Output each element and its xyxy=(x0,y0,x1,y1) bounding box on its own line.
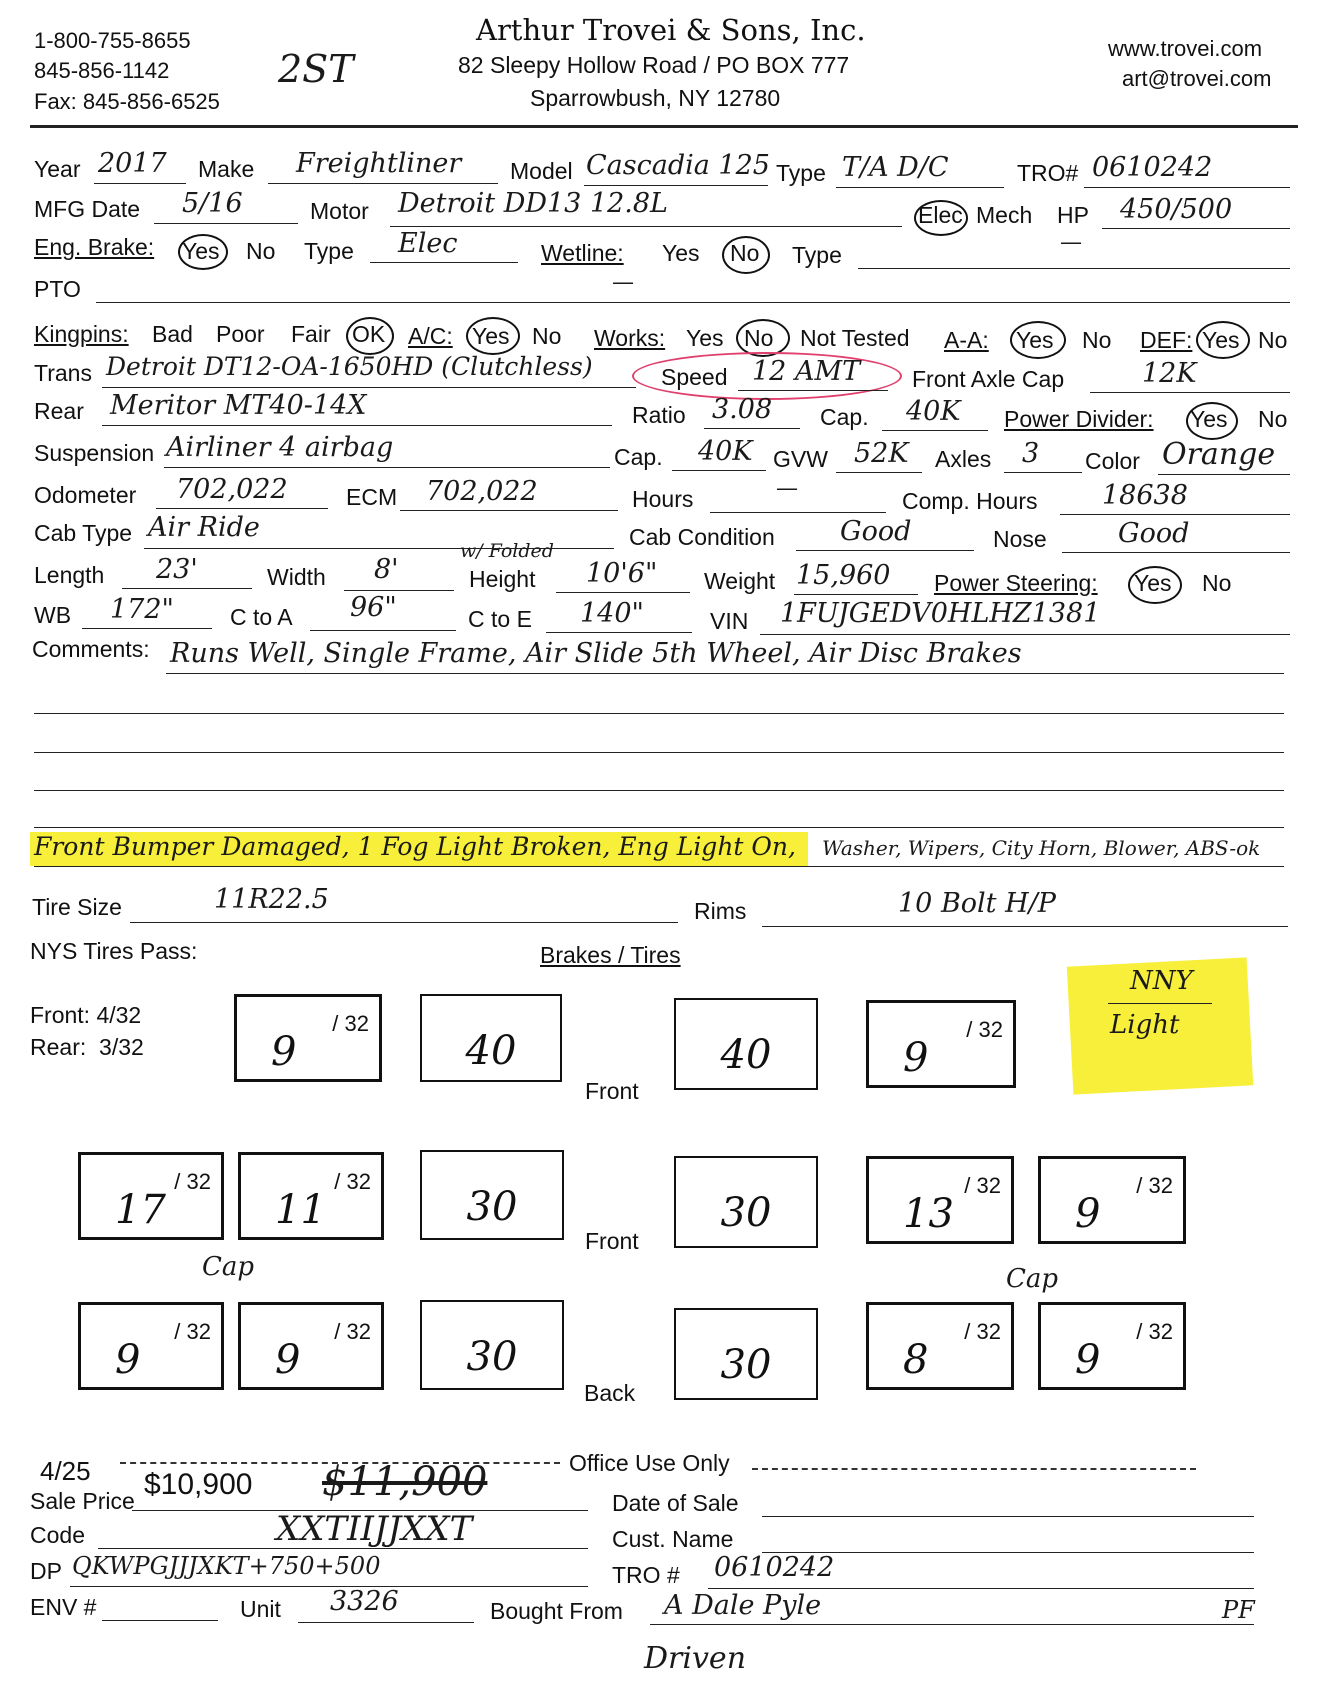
ratio-value[interactable]: 3.08 xyxy=(712,394,773,425)
vin-value[interactable]: 1FUJGEDV0HLHZ1381 xyxy=(780,598,1101,629)
comments-rule-3 xyxy=(34,752,1284,753)
mfg-date-label: MFG Date xyxy=(34,196,141,222)
works-label: Works: xyxy=(594,325,666,351)
ac-label: A/C: xyxy=(408,323,453,349)
aa-label: A-A: xyxy=(944,327,989,353)
tire-box-row3-outer-right[interactable]: / 32 9 xyxy=(1038,1302,1186,1390)
bought-from-line xyxy=(650,1624,1254,1625)
front-axle-cap-value[interactable]: 12K xyxy=(1142,358,1197,389)
office-use-heading: Office Use Only xyxy=(569,1450,730,1476)
eng-brake-type-value[interactable]: Elec xyxy=(398,228,458,259)
tire-size-line xyxy=(130,922,678,923)
ecm-line xyxy=(400,510,618,511)
tro2-value[interactable]: 0610242 xyxy=(714,1552,835,1583)
hours-line xyxy=(710,512,886,513)
nys-tires-label: NYS Tires Pass: xyxy=(30,938,198,964)
ecm-label: ECM xyxy=(346,484,398,510)
gvw-line xyxy=(836,472,922,473)
bought-from-initials: PF xyxy=(1222,1596,1255,1624)
c-to-e-label: C to E xyxy=(468,606,532,632)
def-label: DEF: xyxy=(1140,327,1193,353)
power-divider-no[interactable]: No xyxy=(1258,406,1288,432)
tire-box-row3-inner-right[interactable]: / 32 8 xyxy=(866,1302,1014,1390)
tire-box-row2-outer-right[interactable]: / 32 9 xyxy=(1038,1156,1186,1244)
comments-rule-2 xyxy=(34,713,1284,714)
row1-position-label: Front xyxy=(585,1078,639,1104)
rims-value[interactable]: 10 Bolt H/P xyxy=(898,888,1056,919)
eng-brake-label: Eng. Brake: xyxy=(34,234,155,260)
unit-value[interactable]: 3326 xyxy=(330,1586,399,1617)
hours-value[interactable]: — xyxy=(776,476,798,501)
tro-line xyxy=(1084,187,1290,188)
rear-line xyxy=(102,425,612,426)
damage-note[interactable]: Front Bumper Damaged, 1 Fog Light Broken, Eng Light On, xyxy=(34,832,796,861)
env-label: ENV # xyxy=(30,1594,97,1620)
hp-line xyxy=(1102,228,1290,229)
wetline-yes[interactable]: Yes xyxy=(662,240,700,266)
kingpins-poor[interactable]: Poor xyxy=(216,321,265,347)
suspension-value[interactable]: Airliner 4 airbag xyxy=(166,432,394,463)
height-note: w/ Folded xyxy=(460,540,554,562)
wb-label: WB xyxy=(34,602,72,628)
brake-box-row2-left[interactable]: 30 xyxy=(420,1150,564,1240)
comments-rule-4 xyxy=(34,790,1284,791)
color-value[interactable]: Orange xyxy=(1162,437,1276,472)
code-label: Code xyxy=(30,1522,85,1548)
code-value[interactable]: XXTIIJJXXT xyxy=(276,1509,473,1549)
sticky-note-rule xyxy=(1108,1003,1212,1004)
tro2-label: TRO # xyxy=(612,1562,680,1588)
comments-rule-5 xyxy=(34,827,1284,828)
speed-label: Speed xyxy=(661,364,728,390)
susp-cap-label: Cap. xyxy=(614,444,663,470)
pto-label: PTO xyxy=(34,276,81,302)
tire-box-row3-outer-left[interactable]: / 32 9 xyxy=(78,1302,224,1390)
cab-condition-line xyxy=(796,550,974,551)
trans-label: Trans xyxy=(34,360,92,386)
year-value[interactable]: 2017 xyxy=(98,148,167,179)
ratio-label: Ratio xyxy=(632,402,686,428)
cap-note-left: Cap xyxy=(202,1252,255,1282)
trans-value[interactable]: Detroit DT12-OA-1650HD (Clutchless) xyxy=(106,352,593,381)
length-line xyxy=(122,588,252,589)
comp-hours-value[interactable]: 18638 xyxy=(1102,480,1188,511)
power-divider-yes[interactable]: Yes xyxy=(1190,406,1228,432)
model-value[interactable]: Cascadia 125 xyxy=(586,150,770,181)
dp-label: DP xyxy=(30,1558,62,1584)
kingpins-fair[interactable]: Fair xyxy=(291,321,331,347)
nys-rear-requirement: Rear: 3/32 xyxy=(30,1034,144,1060)
brake-box-row1-left[interactable]: 40 xyxy=(420,994,562,1082)
power-steering-no[interactable]: No xyxy=(1202,570,1232,596)
rear-value[interactable]: Meritor MT40-14X xyxy=(110,390,367,421)
acquisition-method: Driven xyxy=(644,1641,747,1676)
model-label: Model xyxy=(510,158,573,184)
sticky-note-line1: NNY xyxy=(1130,966,1193,996)
sale-price-value[interactable]: $10,900 xyxy=(144,1468,253,1501)
model-line xyxy=(584,185,768,186)
company-email[interactable]: art@trovei.com xyxy=(1122,66,1272,91)
comp-hours-label: Comp. Hours xyxy=(902,488,1038,514)
brake-box-row1-right[interactable]: 40 xyxy=(674,998,818,1090)
weight-label: Weight xyxy=(704,568,776,594)
row3-position-label: Back xyxy=(584,1380,636,1406)
dp-value[interactable]: QKWPGJJJXKT+750+500 xyxy=(72,1552,381,1580)
cab-condition-label: Cab Condition xyxy=(629,524,775,550)
works-no[interactable]: No xyxy=(744,325,774,351)
wb-line xyxy=(82,628,212,629)
phone-tollfree: 1-800-755-8655 xyxy=(34,28,191,53)
type-line xyxy=(836,187,1004,188)
suspension-label: Suspension xyxy=(34,440,155,466)
aa-no[interactable]: No xyxy=(1082,327,1112,353)
motor-line xyxy=(390,226,902,227)
company-address-line1: 82 Sleepy Hollow Road / PO BOX 777 xyxy=(458,52,850,78)
comments-label: Comments: xyxy=(32,636,150,662)
height-value[interactable]: 10'6" xyxy=(586,558,658,589)
sale-price-struck: $11,900 xyxy=(322,1459,488,1505)
wetline-label: Wetline: xyxy=(541,240,624,266)
wetline-type-label: Type xyxy=(792,242,842,268)
front-axle-cap-label: Front Axle Cap xyxy=(912,366,1065,392)
comments-line1[interactable]: Runs Well, Single Frame, Air Slide 5th Wheel, Air Disc Brakes xyxy=(170,638,1022,669)
office-use-divider-right xyxy=(752,1468,1196,1470)
year-line xyxy=(94,183,186,184)
damage-note-continued[interactable]: Washer, Wipers, City Horn, Blower, ABS-ok xyxy=(822,836,1261,860)
tire-box-row2-inner-right[interactable]: / 32 13 xyxy=(866,1156,1014,1244)
nose-line xyxy=(1062,552,1290,553)
ratio-line xyxy=(704,428,800,429)
c-to-a-label: C to A xyxy=(230,604,293,630)
bought-from-value[interactable]: A Dale Pyle xyxy=(664,1590,822,1621)
ac-yes[interactable]: Yes xyxy=(472,323,510,349)
axles-value[interactable]: 3 xyxy=(1022,438,1040,469)
tire-box-row3-inner-left[interactable]: / 32 9 xyxy=(238,1302,384,1390)
date-of-sale-label: Date of Sale xyxy=(612,1490,739,1516)
mech-option[interactable]: Mech xyxy=(976,202,1033,228)
brake-box-row3-right[interactable]: 30 xyxy=(674,1308,818,1400)
sale-price-label: Sale Price xyxy=(30,1488,135,1514)
gvw-label: GVW xyxy=(773,446,828,472)
row2-position-label: Front xyxy=(585,1228,639,1254)
make-value[interactable]: Freightliner xyxy=(296,148,462,179)
weight-line xyxy=(794,594,918,595)
motor-value[interactable]: Detroit DD13 12.8L xyxy=(398,188,668,219)
brake-box-row3-left[interactable]: 30 xyxy=(420,1300,564,1390)
elec-option[interactable]: Elec xyxy=(918,202,963,228)
fax-number: Fax: 845-856-6525 xyxy=(34,89,220,114)
vin-label: VIN xyxy=(710,608,749,634)
height-line xyxy=(556,592,690,593)
wetline-dash: — xyxy=(612,270,634,295)
dp-line xyxy=(70,1586,588,1587)
wetline-type-line xyxy=(858,268,1290,269)
suspension-line xyxy=(164,467,610,468)
bought-from-label: Bought From xyxy=(490,1598,623,1624)
rear-cap-value[interactable]: 40K xyxy=(906,396,961,427)
rims-label: Rims xyxy=(694,898,747,924)
unit-label: Unit xyxy=(240,1596,281,1622)
width-label: Width xyxy=(267,564,326,590)
company-name: Arthur Trovei & Sons, Inc. xyxy=(476,13,866,47)
odometer-label: Odometer xyxy=(34,482,137,508)
works-yes[interactable]: Yes xyxy=(686,325,724,351)
make-line xyxy=(268,183,498,184)
aa-yes[interactable]: Yes xyxy=(1016,327,1054,353)
tro-label: TRO# xyxy=(1017,160,1079,186)
rear-cap-line xyxy=(882,430,988,431)
width-line xyxy=(344,590,454,591)
unit-line xyxy=(298,1622,474,1623)
eng-brake-type-label: Type xyxy=(304,238,354,264)
kingpins-label: Kingpins: xyxy=(34,321,129,347)
speed-line xyxy=(738,390,888,391)
cust-name-line xyxy=(762,1552,1254,1553)
comp-hours-line xyxy=(1060,514,1290,515)
damage-rule xyxy=(34,866,1284,867)
gvw-value[interactable]: 52K xyxy=(854,438,909,469)
kingpins-ok[interactable]: OK xyxy=(352,321,386,347)
type-value[interactable]: T/A D/C xyxy=(842,152,949,183)
tire-box-row1-right[interactable]: / 32 9 xyxy=(866,1000,1016,1088)
nose-value[interactable]: Good xyxy=(1118,518,1190,549)
tro-value[interactable]: 0610242 xyxy=(1092,152,1213,183)
nose-label: Nose xyxy=(993,526,1047,552)
width-value[interactable]: 8' xyxy=(374,554,399,585)
cab-type-value[interactable]: Air Ride xyxy=(148,512,260,543)
kingpins-bad[interactable]: Bad xyxy=(152,321,193,347)
def-yes[interactable]: Yes xyxy=(1202,327,1240,353)
def-no[interactable]: No xyxy=(1258,327,1288,353)
cap-note-right: Cap xyxy=(1006,1264,1059,1294)
stock-mark: 2ST xyxy=(278,47,354,91)
length-value[interactable]: 23' xyxy=(156,554,198,585)
rear-label: Rear xyxy=(34,398,84,424)
hp-dash: — xyxy=(1060,230,1082,255)
c-to-e-value[interactable]: 140" xyxy=(580,598,644,629)
ecm-value[interactable]: 702,022 xyxy=(426,476,538,507)
susp-cap-value[interactable]: 40K xyxy=(698,436,753,467)
cust-name-label: Cust. Name xyxy=(612,1526,734,1552)
height-label: Height xyxy=(469,566,536,592)
brakes-tires-heading: Brakes / Tires xyxy=(540,942,681,968)
power-steering-label: Power Steering: xyxy=(934,570,1098,596)
c-to-e-line xyxy=(546,632,692,633)
c-to-a-value[interactable]: 96" xyxy=(350,592,397,623)
pto-line xyxy=(96,302,1290,303)
hp-value[interactable]: 450/500 xyxy=(1120,194,1233,225)
tire-size-value[interactable]: 11R22.5 xyxy=(214,884,329,915)
odometer-line xyxy=(156,508,328,509)
color-line xyxy=(1158,474,1290,475)
eng-brake-yes[interactable]: Yes xyxy=(182,238,220,264)
tire-box-row1-left[interactable]: / 32 9 xyxy=(234,994,382,1082)
company-address-line2: Sparrowbush, NY 12780 xyxy=(530,85,781,111)
cab-condition-value[interactable]: Good xyxy=(840,516,912,547)
tire-size-label: Tire Size xyxy=(32,894,122,920)
mfg-date-line xyxy=(154,223,298,224)
hp-label: HP xyxy=(1057,202,1089,228)
type-label: Type xyxy=(776,160,826,186)
odometer-value[interactable]: 702,022 xyxy=(176,474,288,505)
vin-line xyxy=(760,634,1290,635)
tire-box-row2-outer-left[interactable]: / 32 17 xyxy=(78,1152,224,1240)
cab-type-label: Cab Type xyxy=(34,520,133,546)
hours-label: Hours xyxy=(632,486,694,512)
env-line xyxy=(102,1620,218,1621)
front-axle-cap-line xyxy=(1090,392,1290,393)
brake-box-row2-right[interactable]: 30 xyxy=(674,1156,818,1248)
rims-line xyxy=(762,926,1288,927)
motor-label: Motor xyxy=(310,198,369,224)
nys-front-requirement: Front: 4/32 xyxy=(30,1002,142,1028)
rear-cap-label: Cap. xyxy=(820,404,869,430)
speed-value[interactable]: 12 AMT xyxy=(752,356,861,387)
power-steering-yes[interactable]: Yes xyxy=(1134,570,1172,596)
date-of-sale-line xyxy=(762,1516,1254,1517)
weight-value[interactable]: 15,960 xyxy=(796,560,891,591)
tro2-line xyxy=(708,1588,1254,1589)
wetline-no[interactable]: No xyxy=(730,240,760,266)
axles-label: Axles xyxy=(935,446,992,472)
sticky-note-line2: Light xyxy=(1110,1010,1180,1040)
header-divider xyxy=(30,125,1298,128)
c-to-a-line xyxy=(310,630,456,631)
color-label: Color xyxy=(1085,448,1140,474)
axles-line xyxy=(1004,472,1082,473)
ac-no[interactable]: No xyxy=(532,323,562,349)
mfg-date-value[interactable]: 5/16 xyxy=(182,188,243,219)
tire-box-row2-inner-left[interactable]: / 32 11 xyxy=(238,1152,384,1240)
susp-cap-line xyxy=(672,470,766,471)
price-date: 4/25 xyxy=(40,1456,91,1486)
phone-local: 845-856-1142 xyxy=(34,58,170,83)
eng-brake-no[interactable]: No xyxy=(246,238,276,264)
make-label: Make xyxy=(198,156,255,182)
trans-line xyxy=(102,387,636,388)
year-label: Year xyxy=(34,156,81,182)
wb-value[interactable]: 172" xyxy=(110,594,174,625)
works-not-tested[interactable]: Not Tested xyxy=(800,325,910,351)
length-label: Length xyxy=(34,562,105,588)
power-divider-label: Power Divider: xyxy=(1004,406,1154,432)
comments-rule-1 xyxy=(166,673,1284,674)
company-website[interactable]: www.trovei.com xyxy=(1108,36,1263,61)
eng-brake-type-line xyxy=(370,262,518,263)
